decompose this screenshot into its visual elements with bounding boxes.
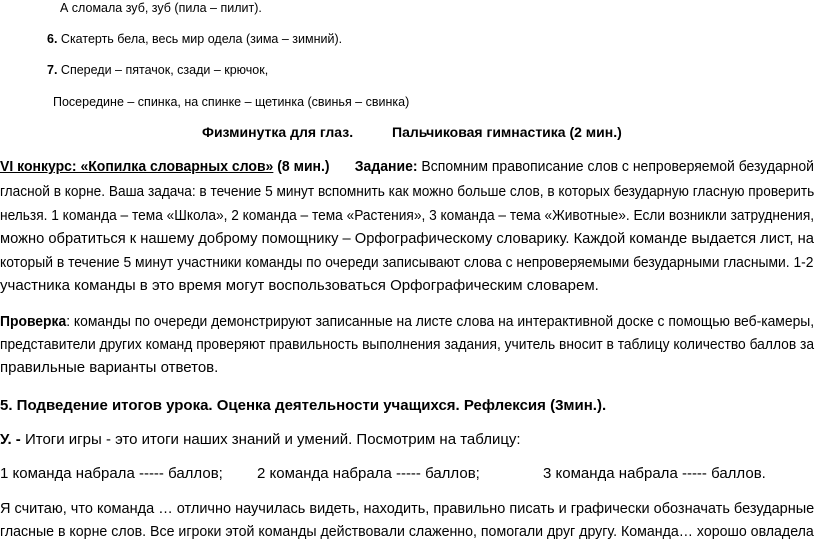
contest-line-5 (0, 254, 814, 271)
score-team-2 (257, 465, 480, 482)
riddle-5 (60, 1, 262, 15)
score-team-1 (0, 465, 223, 482)
check-text-line-1: : команды по очереди демонстрируют записанные на листе слова на интерактивной доске с помощью веб-камеры, (66, 313, 815, 330)
section-5-heading (0, 397, 606, 414)
teacher-text: Итоги игры - это итоги наших знаний и умений. Посмотрим на таблицу: (20, 431, 521, 448)
contest-text-line-2: гласной в корне. Ваша задача: в течение 5 минут вспомнить как можно больше слов, в которых безударную гласную проверить (0, 183, 815, 200)
teacher-label: У. - (0, 431, 21, 448)
riddle-7 (47, 63, 268, 77)
score-team-1-text: 1 команда набрала ----- баллов; (0, 465, 223, 482)
contest-line-3 (0, 207, 814, 224)
finger-exercise-heading (392, 124, 622, 140)
eye-exercise-title: Физминутка для глаз. (202, 124, 354, 140)
riddle-7-number: 7. (47, 63, 58, 77)
conclusion-line-2 (0, 523, 814, 540)
task-label: Задание: (354, 158, 418, 175)
contest-text-line-6: участника команды в это время могут воспользоваться Орфографическим словарем. (0, 277, 599, 294)
contest-duration: (8 мин.) (273, 158, 330, 175)
conclusion-text-line-2: гласные в корне слов. Все игроки этой команды действовали слаженно, помогали друг другу. Команда… хорошо овладела (0, 523, 814, 540)
finger-exercise-title: Пальчиковая гимнастика (2 мин.) (392, 124, 622, 140)
contest-line-6 (0, 277, 599, 294)
check-line-1 (0, 313, 814, 330)
riddle-6-text: Скатерть бела, весь мир одела (зима – зимний). (57, 32, 343, 46)
riddle-6-number: 6. (47, 32, 58, 46)
riddle-7-text: Спереди – пятачок, сзади – крючок, (57, 63, 269, 77)
contest-title: VI конкурс: «Копилка словарных слов» (0, 158, 274, 175)
contest-line-4 (0, 230, 814, 247)
score-team-3 (543, 465, 766, 482)
eye-exercise-heading (202, 124, 353, 140)
check-text-line-2: представители других команд проверяют правильность выполнения задания, учитель вносит в таблицу количество баллов за (0, 336, 815, 353)
contest-text-line-4: можно обратиться к нашему доброму помощнику – Орфографическому словарику. Каждой команде выдается лист, на (0, 230, 814, 247)
conclusion-line-1 (0, 500, 814, 517)
score-team-2-text: 2 команда набрала ----- баллов; (257, 465, 480, 482)
contest-line-2 (0, 183, 814, 200)
check-line-2 (0, 336, 814, 353)
teacher-line (0, 431, 521, 448)
contest-text-line-5: который в течение 5 минут участники команды по очереди записывают слова с непроверяемыми безударными гласными. 1-2 (0, 254, 814, 271)
riddle-7-continuation (53, 95, 409, 109)
contest-text-line-3: нельзя. 1 команда – тема «Школа», 2 команда – тема «Растения», 3 команда – тема «Животные». Если возникли затруднения, (0, 207, 815, 224)
riddle-6 (47, 32, 342, 46)
check-line-3 (0, 359, 218, 376)
check-text-line-3: правильные варианты ответов. (0, 359, 219, 376)
task-text-line-1: Вспомним правописание слов с непроверяемой безударной (417, 158, 814, 175)
contest-header-line (0, 158, 814, 175)
score-team-3-text: 3 команда набрала ----- баллов. (543, 465, 766, 482)
check-label: Проверка (0, 313, 67, 330)
conclusion-text-line-1: Я считаю, что команда … отлично научилась видеть, находить, правильно писать и графически обозначать безударные (0, 500, 815, 517)
section-5-title: 5. Подведение итогов урока. Оценка деятельности учащихся. Рефлексия (3мин.). (0, 397, 607, 414)
riddle-5-text: А сломала зуб, зуб (пила – пилит). (60, 1, 262, 15)
riddle-7-continuation-text: Посередине – спинка, на спинке – щетинка (свинья – свинка) (53, 95, 410, 109)
